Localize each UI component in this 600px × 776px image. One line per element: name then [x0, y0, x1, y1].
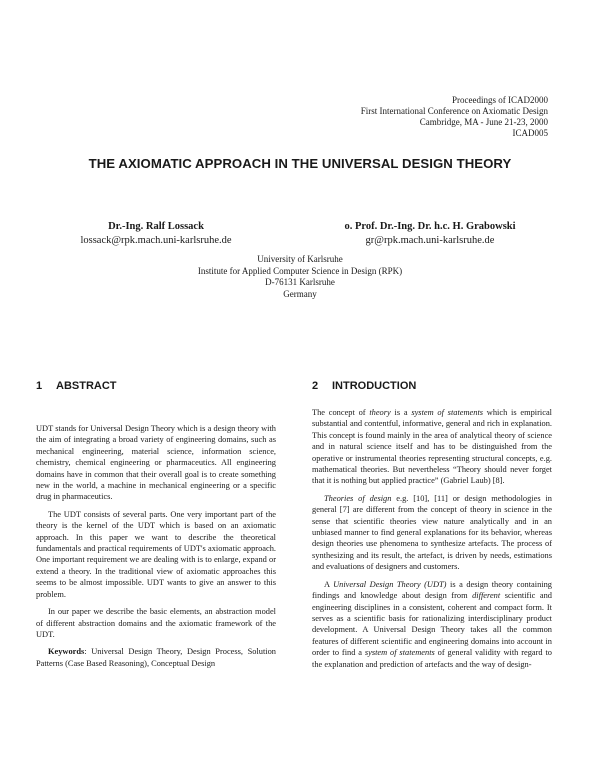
- header-line: Proceedings of ICAD2000: [452, 95, 548, 105]
- keywords-text: : Universal Design Theory, Design Process, Solution Patterns (Case Based Reasoning), Conceptual Design: [36, 647, 276, 668]
- paragraph: The UDT consists of several parts. One very important part of the theory is the kernel of the UDT which is based on an axiomatic approach. In this paper we want to describe the theoretical fundamentals and practical requirements of UDT's axiomatic approach. One important requirement we are dealing with is to enlarge, expand or extend a theory. In the traditional view of axiomatic approaches this seems to be almost impossible. UDT wants to give an answer to this problem.: [36, 509, 276, 599]
- section-number: 2: [312, 380, 319, 392]
- emphasis: system of statements: [411, 408, 484, 417]
- author-email: lossack@rpk.mach.uni-karlsruhe.de: [80, 235, 232, 246]
- header-line: Cambridge, MA - June 21-23, 2000: [419, 117, 548, 127]
- text-run: scientific and engineering disciplines in a consistent, coherent and compact form. It serves as a scientific basis for rationalizing interdisciplinary product development. A Universal Design Theory takes all the common features of different scientific and engineering domains into account in order to find a: [312, 591, 552, 658]
- keywords-label: Keywords: [48, 647, 85, 657]
- author-name: Dr.-Ing. Ralf Lossack: [108, 221, 204, 232]
- paragraph: [312, 493, 552, 573]
- emphasis: Theories of design: [324, 493, 392, 503]
- emphasis: Universal Design Theory (UDT): [333, 579, 447, 589]
- paragraph: [312, 579, 552, 670]
- text-run: is a: [390, 408, 412, 417]
- text-run: e.g. [10], [11] or design methodologies in general [7] are different from the concept of theory in science in the sense that scientific theories view nature analytically and in an unbiased manner to find general explanations for its behavior, whereas design theories use phenomena to synthesize artefacts. The process of synthesizing and its result, the artefact, is driven by needs, estimations and evaluations of designers and customers.: [312, 493, 552, 572]
- emphasis: theory: [369, 408, 391, 417]
- text-run: of general validity with regard to the explanation and prediction of artefacts and the way of design-: [312, 648, 552, 669]
- author-block: [36, 220, 276, 248]
- author-email: gr@rpk.mach.uni-karlsruhe.de: [365, 235, 495, 246]
- affiliation-line: University of Karlsruhe: [257, 254, 343, 264]
- paragraph: In our paper we describe the basic elements, an abstraction model of different abstraction domains and the axiomatic framework of the UDT.: [36, 607, 276, 639]
- paragraph: UDT stands for Universal Design Theory which is a design theory with the aim of integrating a broad variety of engineering domains, such as mechanical engineering, material science, information science, chemistry, chemical engineering or pharmaceutics. All engineering domains have in common that their overall goal is to create something new in the world, a machine in mechanical engineering or a specific drug in pharmaceutics.: [36, 424, 276, 502]
- proceedings-header: [288, 95, 548, 139]
- affiliation-line: Germany: [283, 288, 317, 299]
- text-run: A: [324, 579, 334, 589]
- text-run: is a design theory containing findings and knowledge about design from: [312, 579, 552, 601]
- header-line: ICAD005: [512, 128, 548, 138]
- affiliation-line: Institute for Applied Computer Science in Design (RPK): [197, 265, 403, 276]
- section-heading-abstract: [36, 380, 117, 392]
- section-number: 1: [36, 380, 43, 392]
- section-title: INTRODUCTION: [332, 380, 417, 392]
- author-name: o. Prof. Dr.-Ing. Dr. h.c. H. Grabowski: [344, 221, 516, 232]
- introduction-column: [312, 407, 552, 676]
- paper-title: THE AXIOMATIC APPROACH IN THE UNIVERSAL DESIGN THEORY: [88, 156, 512, 171]
- text-run: which is empirical substantial and contentful, informative, general and rich in explanation. This concept is found mainly in the area of analytical theory of science and in natural science itself and has to be distinguished from the operative or instrumental theories representing structural concepts, e.g. mathematical theories. But nevertheless “Theory should never forget that it is nothing but applied practice” (Gabriel Laub) [8].: [312, 408, 552, 486]
- section-heading-introduction: [312, 380, 416, 392]
- affiliation: [0, 254, 600, 300]
- author-block: [310, 220, 550, 248]
- emphasis: different: [472, 591, 501, 601]
- paragraph: [312, 407, 552, 487]
- abstract-column: [36, 423, 276, 675]
- text-run: The concept of: [312, 408, 370, 417]
- emphasis: system of statements: [364, 648, 435, 658]
- section-title: ABSTRACT: [56, 380, 117, 392]
- affiliation-line: D-76131 Karlsruhe: [265, 277, 335, 287]
- keywords-paragraph: [36, 646, 276, 669]
- header-line: First International Conference on Axiomatic Design: [360, 106, 548, 116]
